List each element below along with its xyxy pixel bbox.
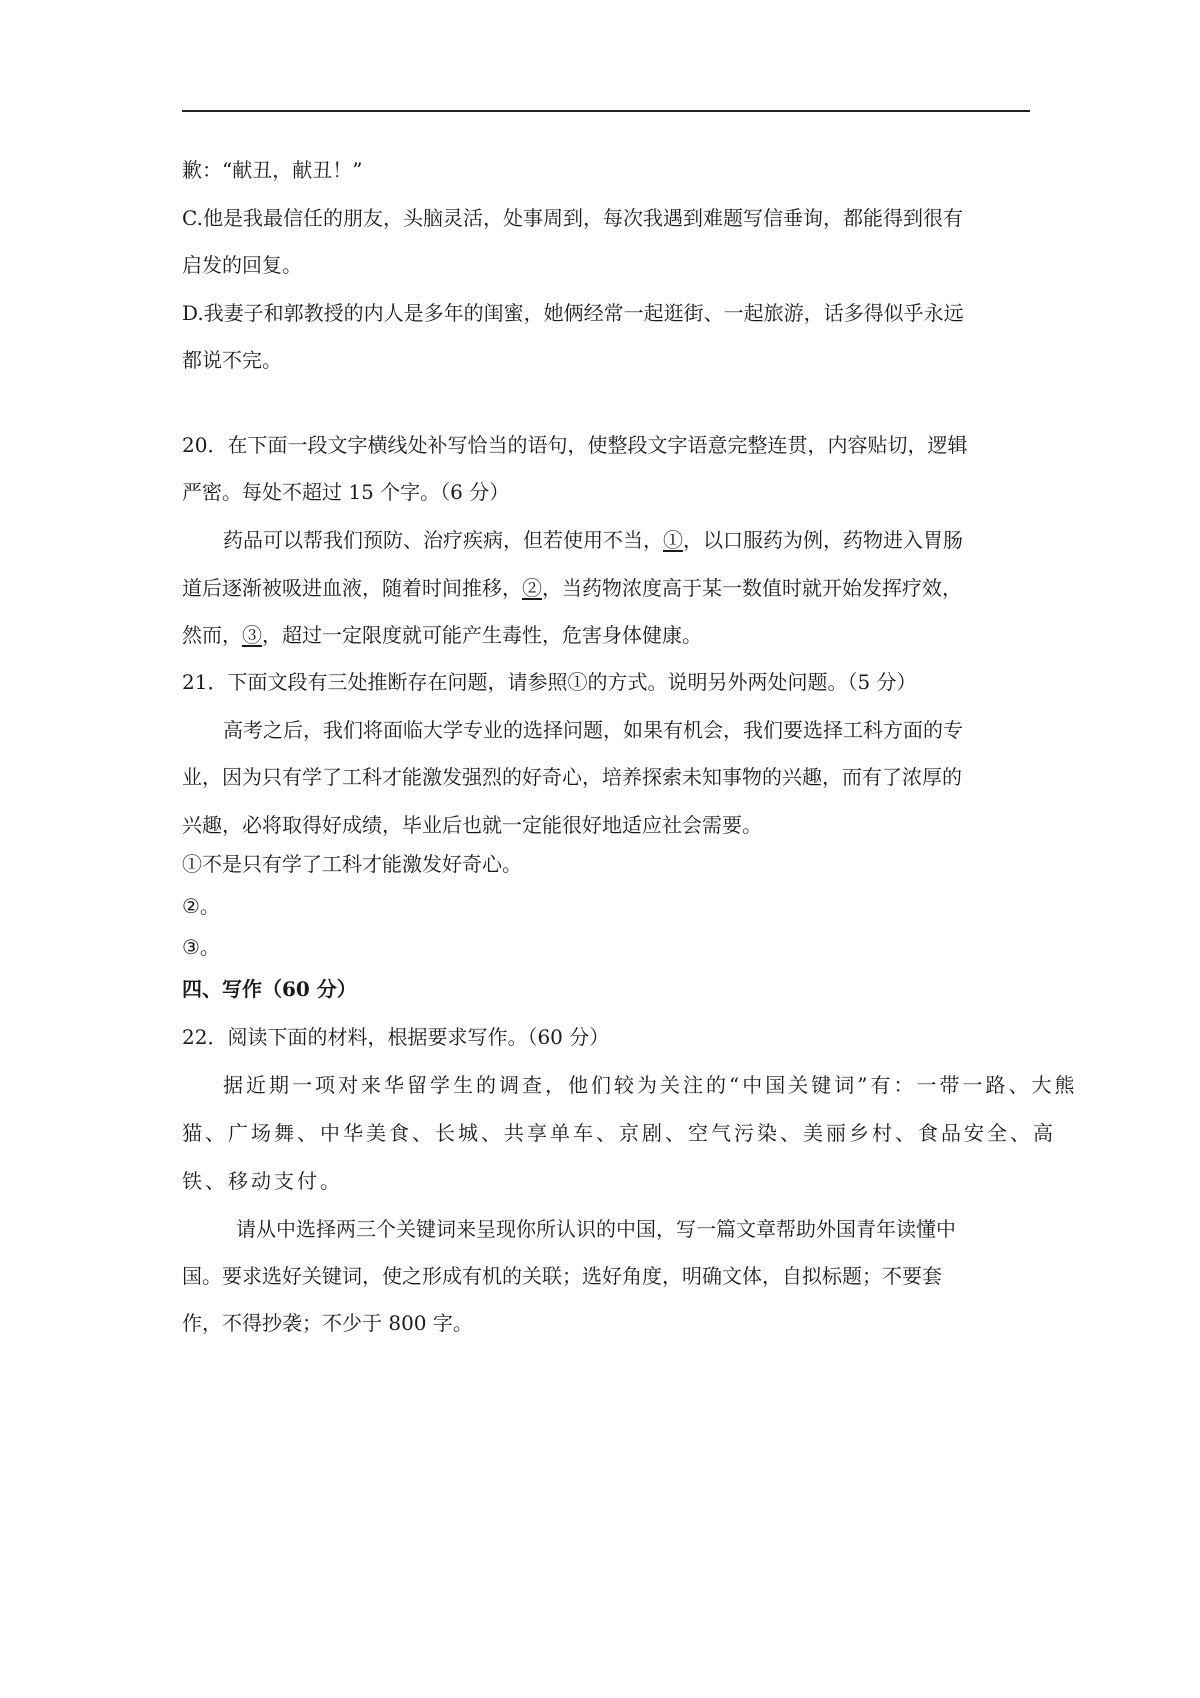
question-21-passage-line-1: 高考之后，我们将面临大学专业的选择问题，如果有机会，我们要选择工科方面的专 xyxy=(223,718,963,742)
passage-text: 然而， xyxy=(182,623,242,647)
section-4-heading: 四、写作（60 分） xyxy=(182,977,357,1001)
writing-requirement-line-1: 请从中选择两三个关键词来呈现你所认识的中国，写一篇文章帮助外国青年读懂中 xyxy=(236,1217,956,1241)
material-line-1: 据近期一项对来华留学生的调查，他们较为关注的“中国关键词”有：一带一路、大熊 xyxy=(223,1073,1078,1097)
option-c-line-2: 启发的回复。 xyxy=(182,253,302,277)
question-20-line-2: 严密。每处不超过 15 个字。（6 分） xyxy=(182,480,510,504)
passage-text: ，超过一定限度就可能产生毒性，危害身体健康。 xyxy=(262,623,702,647)
question-22-prompt: 22．阅读下面的材料，根据要求写作。（60 分） xyxy=(182,1025,610,1049)
writing-requirement-line-2: 国。要求选好关键词，使之形成有机的关联；选好角度，明确文体，自拟标题；不要套 xyxy=(182,1264,942,1288)
option-d-line-1: D.我妻子和郭教授的内人是多年的闺蜜，她俩经常一起逛街、一起旅游，话多得似乎永远 xyxy=(182,301,964,325)
blank-1-marker: ① xyxy=(663,528,683,552)
passage-text: ，当药物浓度高于某一数值时就开始发挥疗效， xyxy=(542,576,962,600)
passage-text: 药品可以帮我们预防、治疗疾病，但若使用不当， xyxy=(223,528,663,552)
material-line-2: 猫、广场舞、中华美食、长城、共享单车、京剧、空气污染、美丽乡村、食品安全、高 xyxy=(182,1121,1056,1145)
material-line-3: 铁、移动支付。 xyxy=(182,1169,343,1193)
header-rule xyxy=(182,110,1030,112)
passage-text: ，以口服药为例，药物进入胃肠 xyxy=(683,528,963,552)
question-21-answer-1: ①不是只有学了工科才能激发好奇心。 xyxy=(182,852,522,876)
option-d-line-2: 都说不完。 xyxy=(182,348,282,372)
question-20-passage-line-1 xyxy=(223,526,963,554)
blank-2-marker: ② xyxy=(522,576,542,600)
option-c-line-1: C.他是我最信任的朋友，头脑灵活，处事周到，每次我遇到难题写信垂询，都能得到很有 xyxy=(182,206,963,230)
question-20-passage-line-2 xyxy=(182,574,962,602)
question-21-passage-line-3: 兴趣，必将取得好成绩，毕业后也就一定能很好地适应社会需要。 xyxy=(182,813,762,837)
question-21-prompt: 21．下面文段有三处推断存在问题，请参照①的方式。说明另外两处问题。（5 分） xyxy=(182,670,917,694)
question-21-passage-line-2: 业，因为只有学了工科才能激发强烈的好奇心，培养探索未知事物的兴趣，而有了浓厚的 xyxy=(182,765,962,789)
question-20-passage-line-3 xyxy=(182,621,702,649)
option-b-continuation: 歉：“献丑，献丑！” xyxy=(182,158,363,182)
passage-text: 道后逐渐被吸进血液，随着时间推移， xyxy=(182,576,522,600)
question-20-line-1: 20．在下面一段文字横线处补写恰当的语句，使整段文字语意完整连贯，内容贴切，逻辑 xyxy=(182,433,968,457)
writing-requirement-line-3: 作，不得抄袭；不少于 800 字。 xyxy=(182,1311,473,1335)
question-21-answer-2: ②。 xyxy=(182,894,220,918)
question-21-answer-3: ③。 xyxy=(182,935,220,959)
blank-3-marker: ③ xyxy=(242,623,262,647)
